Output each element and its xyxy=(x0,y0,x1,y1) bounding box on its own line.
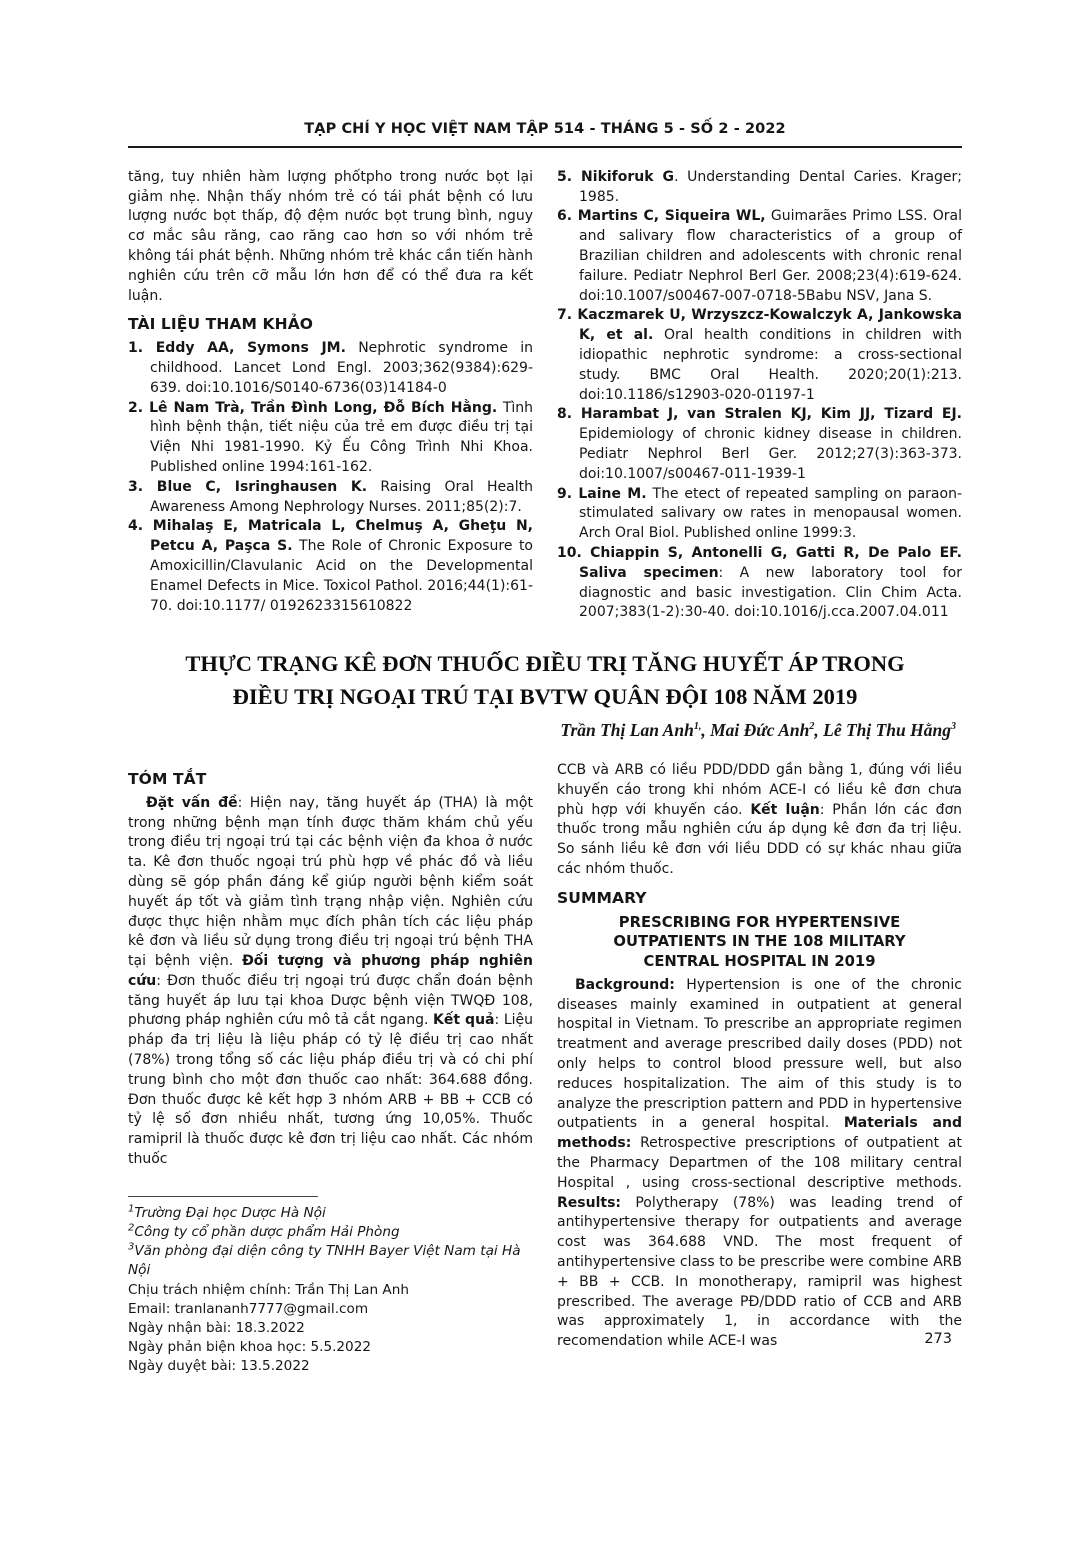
reference-item: 9. Laine M. The etect of repeated sampling on paraon-stimulated salivary ow rates in menopausal women. Arch Oral Biol. Published online 1999:3. xyxy=(557,485,962,542)
reference-item: 3. Blue C, Isringhausen K. Raising Oral Health Awareness Among Nephrology Nurses. 2011;85(2):7. xyxy=(128,478,534,515)
affiliation-line: $^1$Trường Đại học Dược Hà Nội xyxy=(128,1203,326,1221)
reference-item: 10. Chiappin S, Antonelli G, Gatti R, De Palo EF. Saliva specimen: A new laboratory tool for diagnostic and basic investigation. Clin Chim Acta. 2007;383(1-2):30-40. doi:10.1016/j.cca.2007.04.011 xyxy=(557,544,962,621)
reference-item: 6. Martins C, Siqueira WL, Guimarães Primo LSS. Oral and salivary flow characteristics of a group of Brazilian children and adolescents with chronic renal failure. Pediatr Nephrol Berl Ger. 2008;23(4):619-624. doi:10.1007/s00467-007-0718-5Babu NSV, Jana S. xyxy=(557,208,963,304)
abstract-vietnamese: Đặt vấn đề: Hiện nay, tăng huyết áp (THA) là một trong những bệnh mạn tính được thăm khám chủ yếu trong điều trị ngoại trú tại các bệnh viện đa khoa ở nước ta. Kê đơn thuốc ngoại trú phù hợp về phác đồ và liều dùng sẽ góp phần đáng kể giúp người bệnh kiểm soát huyết áp tốt và giảm tình trạng nhập viện. Nghiên cứu được thực hiện nhằm mục đích phân tích các liệu pháp kê đơn và liều sử dụng trong điều trị ngoại trú bệnh THA tại bệnh viện. Đối tượng và phương pháp nghiên cứu: Đơn thuốc điều trị ngoại trú được chẩn đoán bệnh tăng huyết áp lưu tại khoa Dược bệnh viện TWQĐ 108, phương pháp nghiên cứu mô tả cắt ngang. Kết quả: Liệu pháp đa trị liệu là liệu pháp có tỷ lệ điều trị cao nhất (78%) trong tổng số các liệu pháp điều trị và có chi phí trung bình cho một đơn thuốc cao nhất: 364.688 đồng. Đơn thuốc được kê kết hợp 3 nhóm ARB + BB + CCB có tỷ lệ số đơn nhiều nhất, tương ứng 10,05%. Thuốc ramipril là thuốc được kê đơn trị liệu cao nhất. Các nhóm thuốc xyxy=(128,794,534,1168)
abstract-right-column xyxy=(557,761,962,1377)
authors-line: Trần Thị Lan Anh$^{1,}$, Mai Đức Anh$^2$, Lê Thị Thu Hằng$^3$ xyxy=(560,720,956,741)
reference-item: 2. Lê Nam Trà, Trần Đình Long, Đỗ Bích Hằng. Tình hình bệnh thận, tiết niệu của trẻ em được điều trị tại Viện Nhi 1981-1990. Kỷ Ếu Công Trình Nhi Khoa. Published online 1994:161-162. xyxy=(128,399,534,475)
reference-item: 4. Mihalaş E, Matricala L, Chelmuş A, Gheţu N, Petcu A, Paşca S. The Role of Chronic Exposure to Amoxicillin/Clavulanic Acid on the Developmental Enamel Defects in Mice. Toxicol Pathol. 2016;44(1):61-70. doi:10.1177/ 0192623315610822 xyxy=(128,518,533,614)
references-right-column xyxy=(557,168,962,623)
reference-item: 7. Kaczmarek U, Wrzyszcz-Kowalczyk A, Jankowska K, et al. Oral health conditions in children with idiopathic nephrotic syndrome: a cross-sectional study. BMC Oral Health. 2020;20(1):213. doi:10.1186/s12903-020-01197-1 xyxy=(557,307,963,403)
page-header xyxy=(128,120,962,148)
abstract-section xyxy=(128,761,962,1377)
affiliation-line: $^3$Văn phòng đại diện công ty TNHH Bayer Việt Nam tại Hà Nội xyxy=(128,1241,521,1279)
journal-header-text: TẠP CHÍ Y HỌC VIỆT NAM TẬP 514 - THÁNG 5 - SỐ 2 - 2022 xyxy=(304,121,786,137)
abstract-vietnamese-continued: CCB và ARB có liều PDD/DDD gần bằng 1, đúng với liều khuyến cáo trong khi nhóm ACE-I có liều kê đơn chưa phù hợp với khuyến cáo. Kết luận: Phần lớn các đơn thuốc trong mẫu nghiên cứu áp dụng kê đơn đa trị liệu. So sánh liều kê đơn với liều DDD có sự khác nhau giữa các nhóm thuốc. xyxy=(557,761,963,877)
reference-item: 1. Eddy AA, Symons JM. Nephrotic syndrome in childhood. Lancet Lond Engl. 2003;362(9384):629-639. doi:10.1016/S0140-6736(03)14184-0 xyxy=(128,340,534,396)
page-number: 273 xyxy=(924,1331,952,1347)
received-date-line: Ngày nhận bài: 18.3.2022 xyxy=(128,1320,305,1337)
reference-item: 5. Nikiforuk G. Understanding Dental Caries. Krager; 1985. xyxy=(557,168,962,205)
article-title-line2: ĐIỀU TRỊ NGOẠI TRÚ TẠI BVTW QUÂN ĐỘI 108 NĂM 2019 xyxy=(232,684,858,710)
abstract-english: Background: Hypertension is one of the chronic diseases mainly examined in outpatient at general hospital in Vietnam. To prescribe an appropriate regimen treatment and average prescribed daily doses (PDD) not only helps to control blood pressure well, but also reduces hospitalization. The aim of this study is to analyze the prescription pattern and PDD in hypertensive outpatients in a general hospital. Materials and methods: Retrospective prescriptions of outpatient at the Pharmacy Departmen of the 108 military central Hospital , using cross-sectional descriptive methods. Results: Polytherapy (78%) was leading trend of antihypertensive therapy for outpatients and average cost was 364.688 VND. The most frequent of antihypertensive class to be prescribe were combine ARB + BB + CCB. In monotherapy, ramipril was highest prescribed. The average PĐ/DDD ratio of CCB and ARB was approximately 1, in accordance with the recomendation while ACE-I was xyxy=(557,976,962,1350)
abstract-left-column xyxy=(128,761,533,1377)
affiliation-line: $^2$Công ty cổ phần dược phẩm Hải Phòng xyxy=(128,1222,400,1241)
references-heading: TÀI LIỆU THAM KHẢO xyxy=(128,315,314,334)
reference-item: 8. Harambat J, van Stralen KJ, Kim JJ, Tizard EJ. Epidemiology of chronic kidney disease in children. Pediatr Nephrol Berl Ger. 2012;27(3):363-373. doi:10.1007/s00467-011-1939-1 xyxy=(557,406,962,482)
tomtat-heading: TÓM TẮT xyxy=(128,769,207,788)
footnote-divider xyxy=(128,1196,318,1197)
references-left-column xyxy=(128,168,533,623)
correspondence-email-line: Email: tranlananh7777@gmail.com xyxy=(128,1300,369,1317)
correspondence-line: Chịu trách nhiệm chính: Trần Thị Lan Anh xyxy=(128,1281,409,1298)
header-divider xyxy=(128,146,962,148)
summary-english-title: PRESCRIBING FOR HYPERTENSIVE OUTPATIENTS IN THE 108 MILITARY CENTRAL HOSPITAL IN 2019 xyxy=(613,913,906,971)
accepted-date-line: Ngày duyệt bài: 13.5.2022 xyxy=(128,1358,310,1375)
closing-paragraph: tăng, tuy nhiên hàm lượng phốtpho trong nước bọt lại giảm nhẹ. Nhận thấy nhóm trẻ có tái phát bệnh có lưu lượng nước bọt thấp, độ đệm nước bọt trung bình, nguy cơ mắc sâu răng, cao răng cao hơn so với nhóm trẻ không tái phát bệnh. Những nhóm trẻ khác cần tiến hành nghiên cứu trên cỡ mẫu lớn hơn để có thể đưa ra kết luận. xyxy=(128,168,533,304)
summary-heading: SUMMARY xyxy=(557,888,647,907)
reviewed-date-line: Ngày phản biện khoa học: 5.5.2022 xyxy=(128,1339,372,1356)
article-title-line1: THỰC TRẠNG KÊ ĐƠN THUỐC ĐIỀU TRỊ TĂNG HUYẾT ÁP TRONG xyxy=(185,651,905,677)
references-section xyxy=(128,168,962,623)
article-title xyxy=(128,647,962,713)
